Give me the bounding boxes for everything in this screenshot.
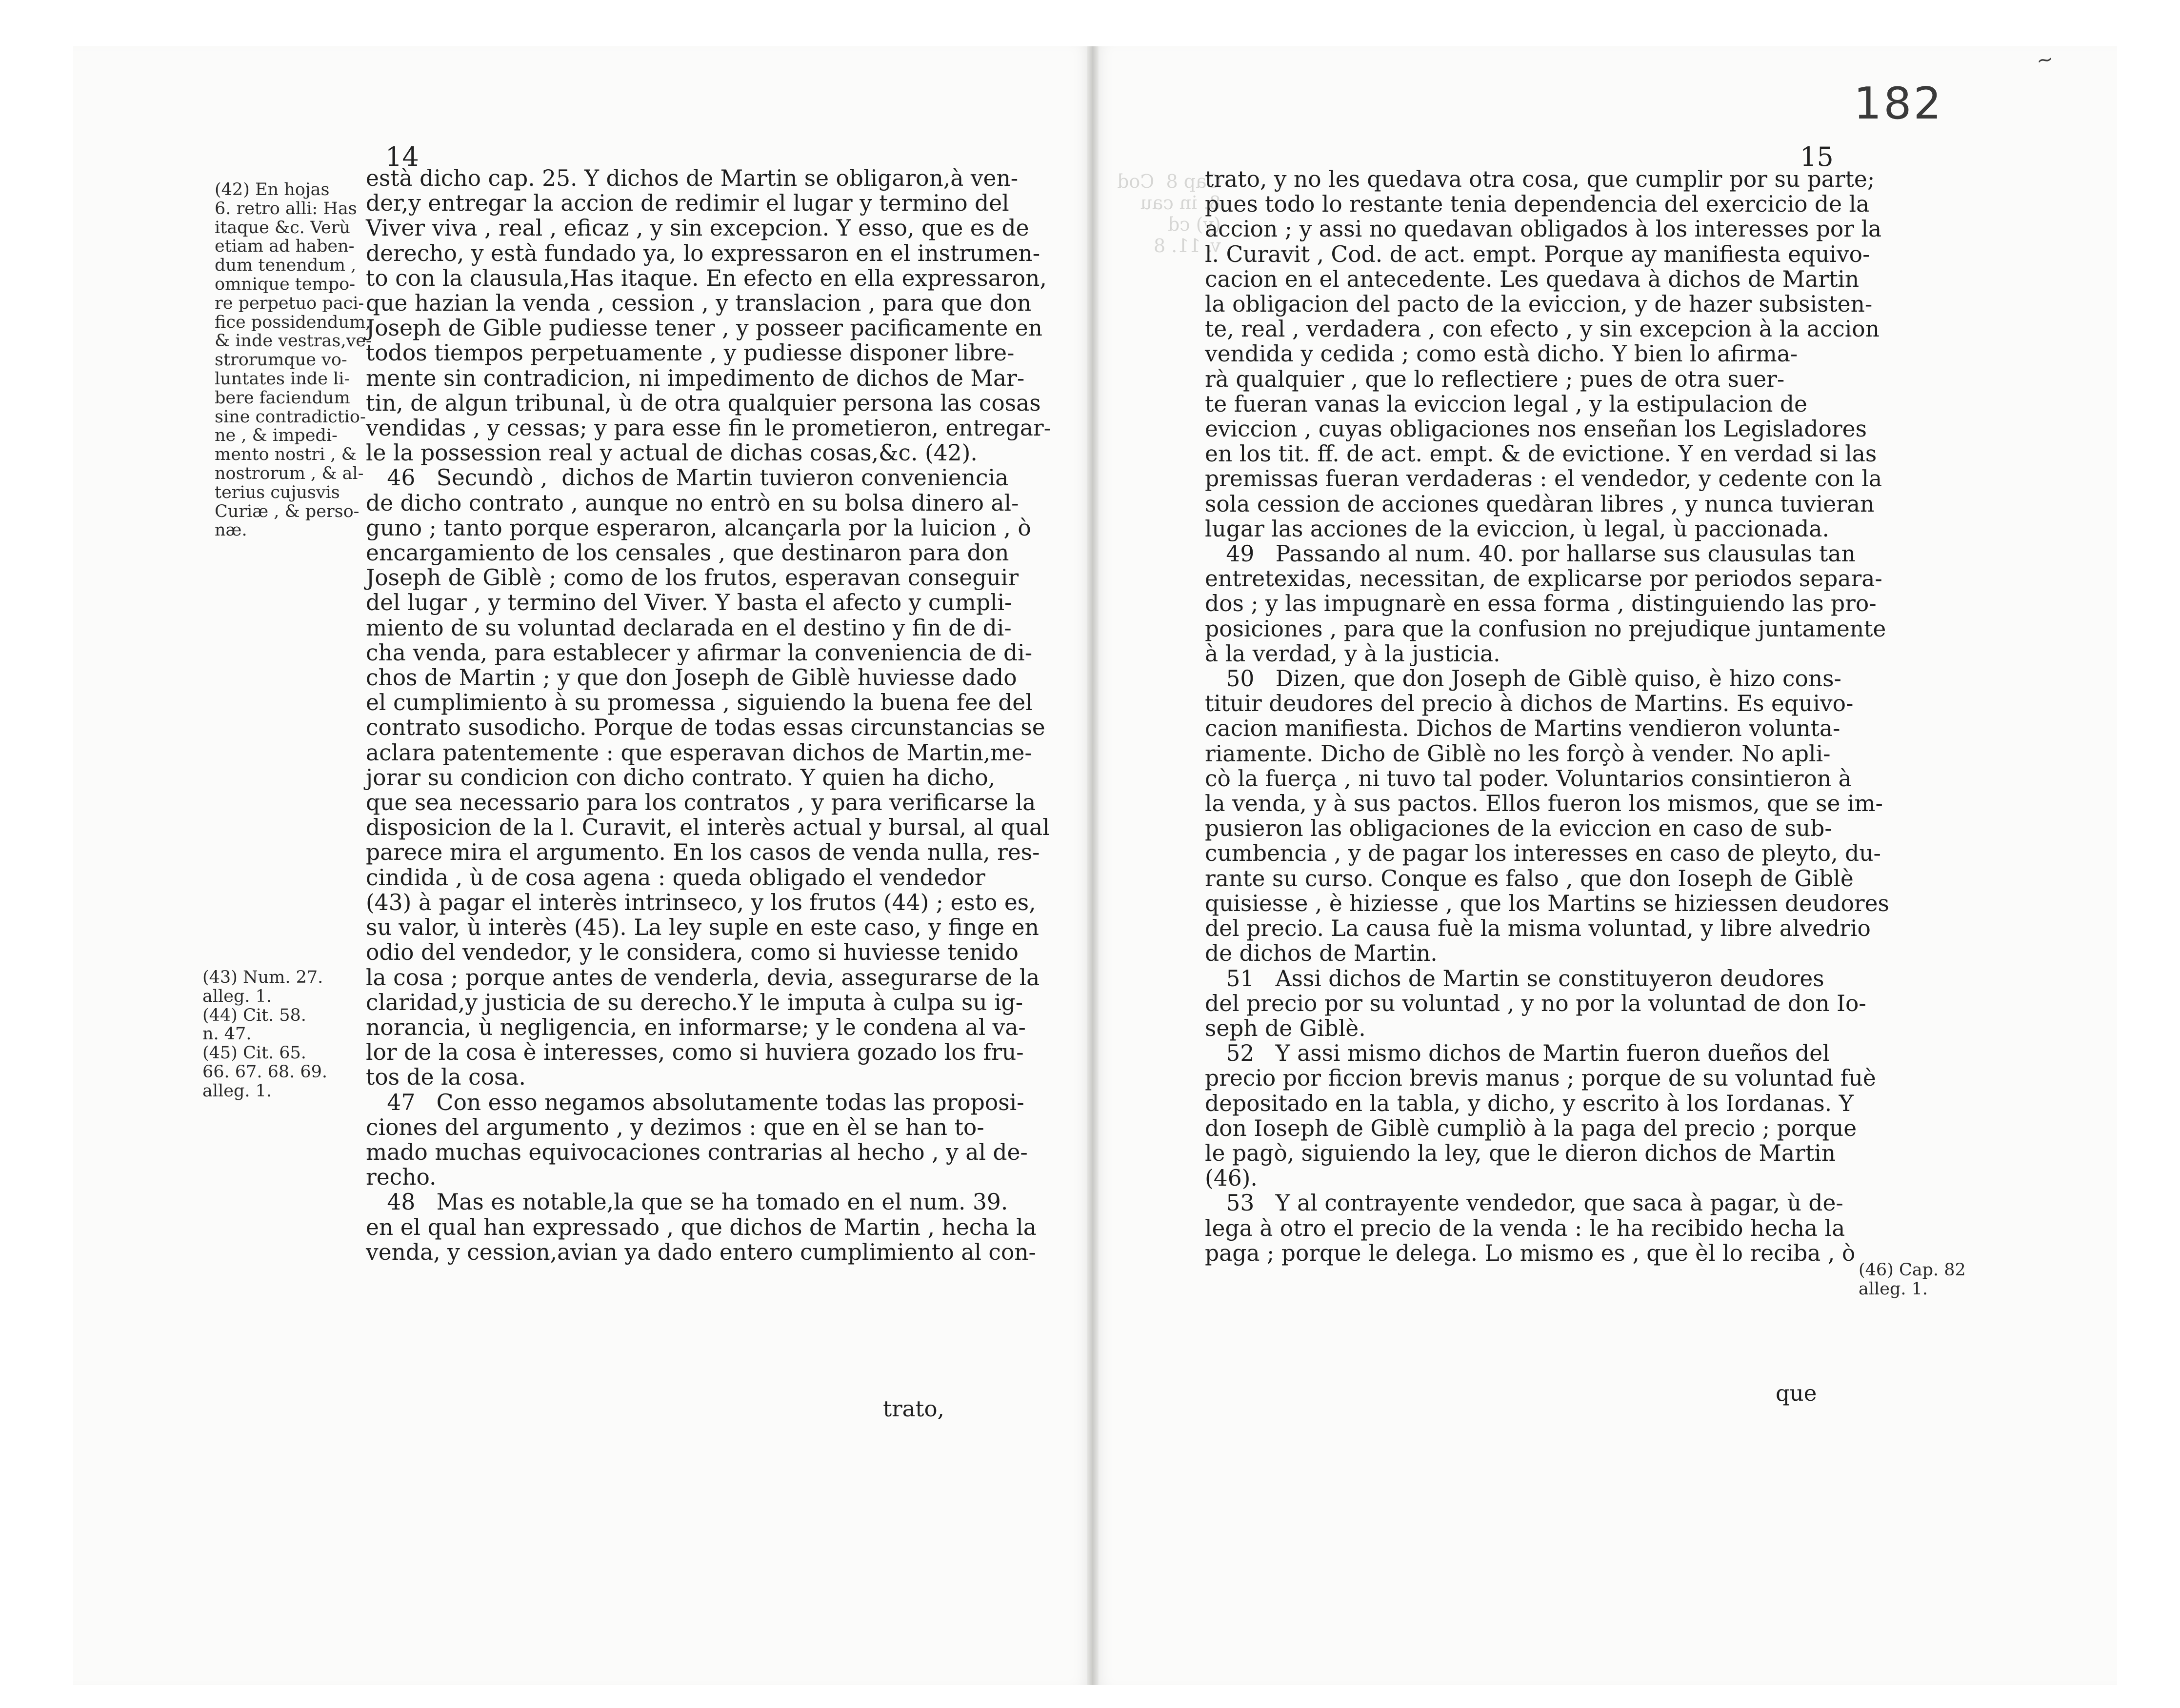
show-through-bleed: Cap 8 Cod 8. in cau (y) cd v. 11. 8	[1117, 171, 1221, 257]
text-line: sola cession de acciones quedàran libres , y nunca tuvieran	[1205, 491, 1875, 517]
text-line: 53 Y al contrayente vendedor, que saca à pagar, ù de-	[1205, 1190, 1843, 1216]
right-page-body	[1205, 167, 1889, 1266]
text-line: depositado en la tabla, y dicho, y escrito à los Iordanas. Y	[1205, 1090, 1854, 1116]
text-line: à la verdad, y à la justicia.	[1205, 640, 1500, 667]
left-page-number: 14	[385, 141, 419, 172]
text-line: riamente. Dicho de Giblè no les forçò à vender. No apli-	[1205, 740, 1831, 767]
text-line: 46 Secundò , dichos de Martin tuvieron conveniencia	[366, 465, 1009, 491]
marginal-note-42: (42) En hojas 6. retro alli: Has itaque &c. Verù etiam ad haben- dum tenendum , omnique tempo- re perpetuo paci- fice possidendum, & inde vestras,ve- strorumque vo- luntates inde li- bere faciendum sine contradictio- ne , & impedi- mento nostri , & nostrorum , & al- terius cujusvis Curiæ , & perso- næ.	[215, 180, 372, 540]
text-line: posiciones , para que la confusion no prejudique juntamente	[1205, 616, 1886, 642]
text-line: lega à otro el precio de la venda : le ha recibido hecha la	[1205, 1215, 1845, 1241]
text-line: accion ; y assi no quedavan obligados à los interesses por la	[1205, 216, 1882, 242]
text-line: su valor, ù interès (45). La ley suple en este caso, y finge en	[366, 914, 1039, 941]
text-line: pues todo lo restante tenia dependencia del exercicio de la	[1205, 191, 1870, 218]
text-line: entretexidas, necessitan, de explicarse por periodos separa-	[1205, 566, 1882, 592]
text-line: der,y entregar la accion de redimir el lugar y termino del	[366, 190, 1009, 217]
handwritten-mark: ~	[2035, 47, 2055, 73]
text-line: to con la clausula,Has itaque. En efecto en ella expressaron,	[366, 265, 1047, 291]
text-line: trato, y no les quedava otra cosa, que cumplir por su parte;	[1205, 166, 1875, 192]
text-line: don Ioseph de Giblè cumpliò à la paga del precio ; porque	[1205, 1115, 1857, 1141]
text-line: recho.	[366, 1164, 437, 1191]
text-line: le pagò, siguiendo la ley, que le dieron dichos de Martin	[1205, 1140, 1836, 1166]
marginal-notes-43-45: (43) Num. 27. alleg. 1. (44) Cit. 58. n. 47. (45) Cit. 65. 66. 67. 68. 69. alleg. 1.	[202, 968, 328, 1101]
text-line: eviccion , cuyas obligaciones nos enseñan los Legisladores	[1205, 416, 1867, 442]
text-line: cindida , ù de cosa agena : queda obligado el vendedor	[366, 864, 985, 891]
text-line: que sea necessario para los contratos , y para verificarse la	[366, 790, 1036, 816]
text-line: te, real , verdadera , con efecto , y sin excepcion à la accion	[1205, 316, 1880, 342]
text-line: en los tit. ff. de act. empt. & de evictione. Y en verdad si las	[1205, 441, 1877, 467]
text-line: l. Curavit , Cod. de act. empt. Porque ay manifiesta equivo-	[1205, 241, 1870, 267]
text-line: cacion en el antecedente. Les quedava à dichos de Martin	[1205, 266, 1860, 292]
text-line: tos de la cosa.	[366, 1064, 526, 1091]
marginal-note-46: (46) Cap. 82 alleg. 1.	[1859, 1260, 1966, 1299]
text-line: la venda, y à sus pactos. Ellos fueron los mismos, que se im-	[1205, 791, 1883, 817]
text-line: contrato susodicho. Porque de todas essas circunstancias se	[366, 715, 1045, 741]
text-line: lor de la cosa è interesses, como si huviera gozado los fru-	[366, 1039, 1024, 1066]
text-line: todos tiempos perpetuamente , y pudiesse disponer libre-	[366, 340, 1015, 366]
text-line: lugar las acciones de la eviccion, ù legal, ù paccionada.	[1205, 516, 1829, 542]
text-line: Joseph de Giblè ; como de los frutos, esperavan conseguir	[366, 565, 1019, 591]
text-line: disposicion de la l. Curavit, el interès actual y bursal, al qual	[366, 814, 1050, 841]
text-line: seph de Giblè.	[1205, 1015, 1366, 1041]
text-line: en el qual han expressado , que dichos de Martin , hecha la	[366, 1214, 1037, 1240]
text-line: miento de su voluntad declarada en el destino y fin de di-	[366, 615, 1012, 641]
text-line: 47 Con esso negamos absolutamente todas las proposi-	[366, 1089, 1024, 1115]
left-page-body	[366, 166, 1051, 1265]
text-line: encargamiento de los censales , que destinaron para don	[366, 540, 1009, 566]
text-line: pusieron las obligaciones de la eviccion en caso de sub-	[1205, 815, 1832, 842]
text-line: dos ; y las impugnarè en essa forma , distinguiendo las pro-	[1205, 591, 1877, 617]
text-line: (46).	[1205, 1165, 1258, 1192]
text-line: cumbencia , y de pagar los interesses en caso de pleyto, du-	[1205, 840, 1881, 867]
text-line: que hazian la venda , cession , y translacion , para que don	[366, 290, 1032, 317]
text-line: tituir deudores del precio à dichos de Martins. Es equivo-	[1205, 691, 1854, 717]
page-gutter	[1087, 46, 1099, 1685]
text-line: del lugar , y termino del Viver. Y basta el afecto y cumpli-	[366, 590, 1012, 616]
text-line: de dichos de Martin.	[1205, 940, 1438, 967]
text-line: te fueran vanas la eviccion legal , y la estipulacion de	[1205, 391, 1807, 417]
text-line: chos de Martin ; y que don Joseph de Giblè huviesse dado	[366, 665, 1017, 691]
text-line: la obligacion del pacto de la eviccion, y de hazer subsisten-	[1205, 291, 1873, 318]
text-line: 48 Mas es notable,la que se ha tomado en el num. 39.	[366, 1189, 1008, 1215]
text-line: 52 Y assi mismo dichos de Martin fueron dueños del	[1205, 1040, 1830, 1067]
text-line: mente sin contradicion, ni impedimento de dichos de Mar-	[366, 365, 1025, 391]
text-line: la cosa ; porque antes de venderla, devia, assegurarse de la	[366, 964, 1040, 991]
right-catchword: que	[1776, 1380, 1817, 1406]
text-line: cò la fuerça , ni tuvo tal poder. Voluntarios consintieron à	[1205, 765, 1852, 792]
text-line: 50 Dizen, que don Joseph de Giblè quiso, è hizo cons-	[1205, 666, 1841, 692]
text-line: Joseph de Gible pudiesse tener , y posseer pacificamente en	[366, 315, 1042, 341]
text-line: vendida y cedida ; como està dicho. Y bien lo afirma-	[1205, 341, 1798, 367]
text-line: jorar su condicion con dicho contrato. Y quien ha dicho,	[366, 764, 996, 791]
text-line: cacion manifiesta. Dichos de Martins vendieron volunta-	[1205, 715, 1840, 742]
text-line: el cumplimiento à su promessa , siguiendo la buena fee del	[366, 690, 1033, 716]
text-line: del precio. La causa fuè la misma voluntad, y libre alvedrio	[1205, 915, 1871, 942]
text-line: aclara patentemente : que esperavan dichos de Martin,me-	[366, 739, 1032, 766]
text-line: està dicho cap. 25. Y dichos de Martin se obligaron,à ven-	[366, 165, 1019, 191]
handwritten-folio-number: 182	[1854, 78, 1943, 129]
text-line: odio del vendedor, y le considera, como si huviesse tenido	[366, 939, 1019, 966]
text-line: norancia, ù negligencia, en informarse; y le condena al va-	[366, 1014, 1026, 1040]
text-line: 49 Passando al num. 40. por hallarse sus clausulas tan	[1205, 541, 1856, 567]
text-line: vendidas , y cessas; y para esse fin le prometieron, entregar-	[366, 415, 1052, 441]
text-line: Viver viva , real , eficaz , y sin excepcion. Y esso, que es de	[366, 215, 1029, 241]
right-page-number: 15	[1800, 141, 1834, 172]
text-line: venda, y cession,avian ya dado entero cumplimiento al con-	[366, 1239, 1036, 1265]
text-line: le la possession real y actual de dichas cosas,&c. (42).	[366, 440, 978, 466]
text-line: premissas fueran verdaderas : el vendedor, y cedente con la	[1205, 466, 1882, 492]
text-line: quisiesse , è hiziesse , que los Martins se hiziessen deudores	[1205, 890, 1889, 916]
text-line: derecho, y està fundado ya, lo expressaron en el instrumen-	[366, 240, 1040, 266]
text-line: ciones del argumento , y dezimos : que en èl se han to-	[366, 1114, 984, 1140]
text-line: del precio por su voluntad , y no por la voluntad de don Io-	[1205, 990, 1866, 1016]
text-line: tin, de algun tribunal, ù de otra qualquier persona las cosas	[366, 390, 1041, 416]
text-line: 51 Assi dichos de Martin se constituyeron deudores	[1205, 965, 1824, 992]
text-line: precio por ficcion brevis manus ; porque de su voluntad fuè	[1205, 1065, 1876, 1092]
text-line: (43) à pagar el interès intrinseco, y los frutos (44) ; esto es,	[366, 889, 1036, 915]
text-line: paga ; porque le delega. Lo mismo es , que èl lo reciba , ò	[1205, 1240, 1856, 1266]
text-line: mado muchas equivocaciones contrarias al hecho , y al de-	[366, 1139, 1028, 1165]
text-line: rante su curso. Conque es falso , que don Ioseph de Giblè	[1205, 865, 1854, 892]
text-line: de dicho contrato , aunque no entrò en su bolsa dinero al-	[366, 490, 1019, 516]
text-line: parece mira el argumento. En los casos de venda nulla, res-	[366, 839, 1040, 866]
text-line: cha venda, para establecer y afirmar la conveniencia de di-	[366, 639, 1033, 666]
text-line: guno ; tanto porque esperaron, alcançarla por la luicion , ò	[366, 515, 1031, 541]
text-line: rà qualquier , que lo reflectiere ; pues de otra suer-	[1205, 366, 1785, 392]
text-line: claridad,y justicia de su derecho.Y le imputa à culpa su ig-	[366, 989, 1023, 1015]
left-catchword: trato,	[883, 1396, 944, 1422]
